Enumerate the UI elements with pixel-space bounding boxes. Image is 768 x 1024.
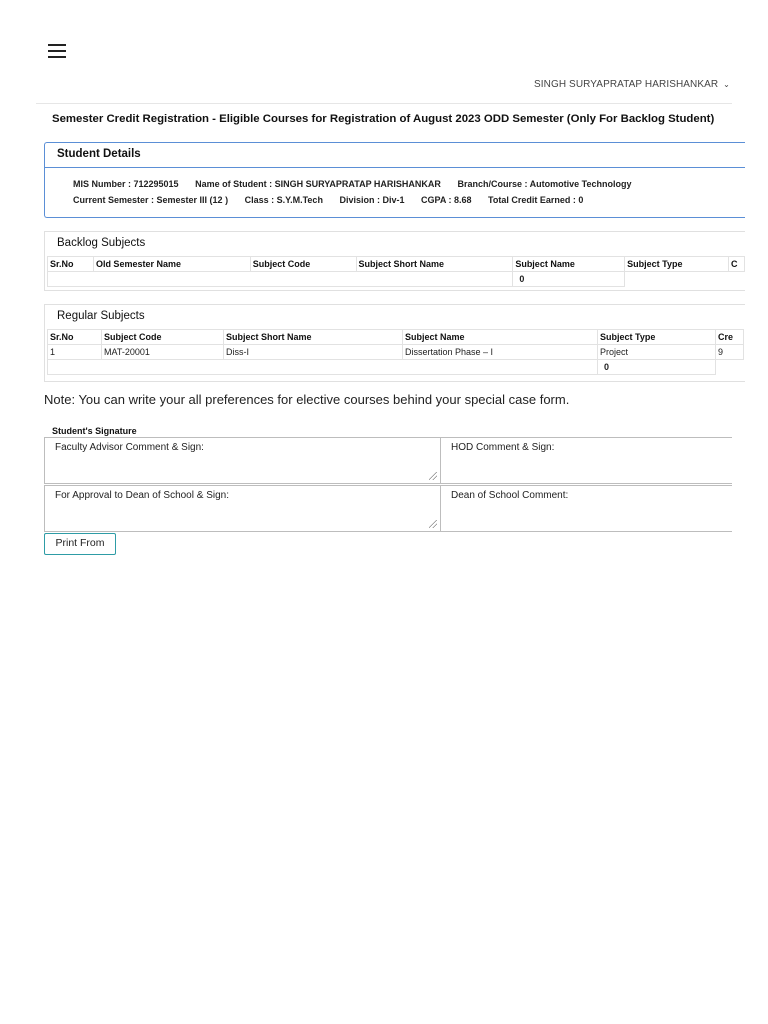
dean-approval-field[interactable] (44, 485, 441, 532)
column-header: Subject Type (625, 257, 729, 272)
print-button[interactable]: Print From (44, 533, 116, 555)
resize-handle-icon[interactable] (429, 472, 437, 480)
dean-comment-field[interactable] (440, 485, 732, 532)
total-row (48, 360, 744, 375)
backlog-subjects-heading: Backlog Subjects (57, 237, 146, 249)
student-name: Name of Student : SINGH SURYAPRATAP HARISHANKAR (195, 179, 441, 189)
column-header: Subject Code (250, 257, 356, 272)
column-header: Old Semester Name (93, 257, 250, 272)
total-credits: 0 (598, 360, 716, 375)
table-header-row (48, 257, 745, 272)
dean-approval-label: For Approval to Dean of School & Sign: (55, 490, 229, 501)
column-header: Sr.No (48, 257, 94, 272)
faculty-advisor-label: Faculty Advisor Comment & Sign: (55, 442, 204, 453)
cell-subject-name: Dissertation Phase – I (403, 345, 598, 360)
column-header: Subject Name (403, 330, 598, 345)
cell-credits: 9 (716, 345, 744, 360)
cell-subject-short-name: Diss-I (224, 345, 403, 360)
note-text: Note: You can write your all preferences for elective courses behind your special case form. (44, 392, 570, 407)
column-header: Subject Name (513, 257, 625, 272)
branch-course: Branch/Course : Automotive Technology (457, 179, 632, 189)
cgpa: CGPA : 8.68 (420, 194, 472, 205)
student-details-body (45, 168, 745, 208)
regular-table (47, 329, 744, 375)
student-details-heading: Student Details (45, 143, 745, 168)
hod-comment-label: HOD Comment & Sign: (451, 442, 555, 453)
total-credit-earned: Total Credit Earned : 0 (488, 194, 584, 205)
backlog-subjects-panel (44, 231, 745, 291)
total-row (48, 272, 745, 287)
signature-label: Student's Signature (52, 426, 137, 436)
faculty-advisor-comment-field[interactable] (44, 437, 441, 484)
resize-handle-icon[interactable] (429, 520, 437, 528)
table-header-row (48, 330, 744, 345)
column-header: C (728, 257, 744, 272)
cell-subject-code: MAT-20001 (102, 345, 224, 360)
column-header: Cre (716, 330, 744, 345)
chevron-down-icon: ⌄ (723, 80, 730, 89)
regular-subjects-panel (44, 304, 745, 382)
student-details-panel (44, 142, 745, 218)
mis-number: MIS Number : 712295015 (73, 179, 179, 189)
hamburger-menu-icon[interactable] (46, 44, 68, 62)
division: Division : Div-1 (339, 194, 405, 205)
current-semester: Current Semester : Semester III (12 ) (73, 194, 229, 205)
hod-comment-field[interactable] (440, 437, 732, 484)
class: Class : S.Y.M.Tech (244, 194, 323, 205)
total-credits: 0 (513, 272, 625, 287)
backlog-table (47, 256, 745, 287)
column-header: Subject Short Name (224, 330, 403, 345)
user-name: SINGH SURYAPRATAP HARISHANKAR (534, 79, 719, 90)
header-divider (36, 103, 732, 104)
page-title: Semester Credit Registration - Eligible Courses for Registration of August 2023 ODD Semester (Only For Backlog Student) (52, 113, 715, 125)
column-header: Sr.No (48, 330, 102, 345)
column-header: Subject Short Name (356, 257, 513, 272)
cell-sr-no: 1 (48, 345, 102, 360)
regular-subjects-heading: Regular Subjects (57, 310, 145, 322)
dean-comment-label: Dean of School Comment: (451, 490, 569, 501)
column-header: Subject Type (598, 330, 716, 345)
user-menu[interactable] (534, 79, 730, 90)
column-header: Subject Code (102, 330, 224, 345)
cell-subject-type: Project (598, 345, 716, 360)
table-row (48, 345, 744, 360)
